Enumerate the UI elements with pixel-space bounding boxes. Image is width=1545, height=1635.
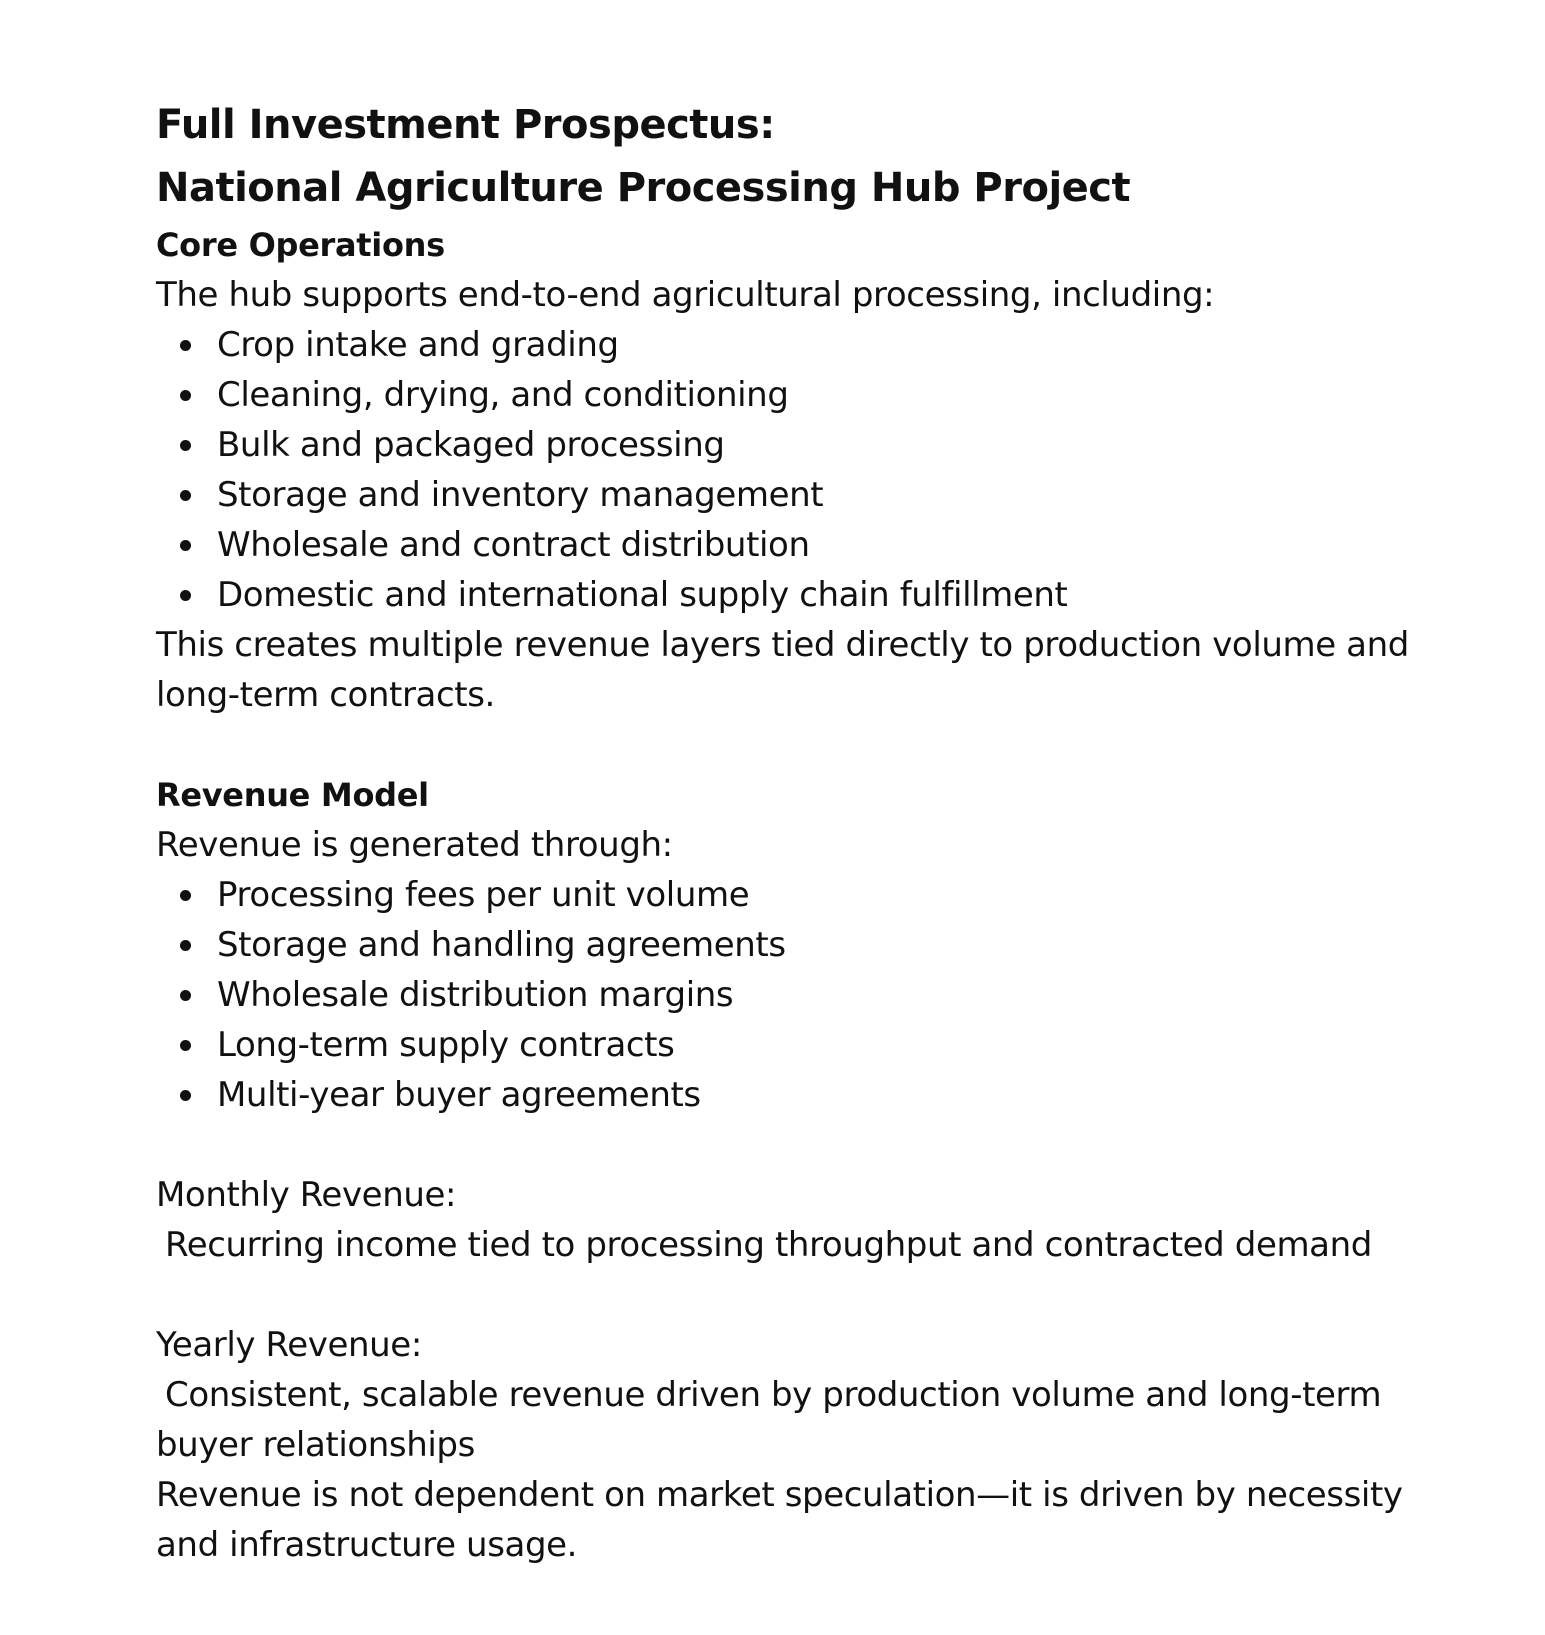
- list-item-text: Wholesale and contract distribution: [217, 525, 810, 565]
- bullet-icon: [180, 890, 191, 901]
- list-item: [156, 920, 1426, 970]
- core-operations-section: [156, 220, 1426, 720]
- list-item: [156, 420, 1426, 470]
- list-item-text: Storage and inventory management: [217, 475, 824, 515]
- section-spacer: [156, 1120, 1426, 1170]
- document-title-line-2: National Agriculture Processing Hub Project: [156, 165, 1131, 211]
- list-item-text: Domestic and international supply chain fulfillment: [217, 575, 1068, 615]
- bullet-icon: [180, 390, 191, 401]
- list-item: [156, 470, 1426, 520]
- bullet-icon: [180, 340, 191, 351]
- bullet-icon: [180, 990, 191, 1001]
- monthly-revenue-text: Recurring income tied to processing throughput and contracted demand: [165, 1225, 1372, 1265]
- list-item: [156, 870, 1426, 920]
- list-item-text: Cleaning, drying, and conditioning: [217, 375, 789, 415]
- list-item: [156, 970, 1426, 1020]
- list-item: [156, 570, 1426, 620]
- list-item-text: Storage and handling agreements: [217, 925, 786, 965]
- core-operations-intro: The hub supports end-to-end agricultural processing, including:: [156, 275, 1215, 315]
- core-operations-list: [156, 320, 1426, 620]
- list-item-text: Crop intake and grading: [217, 325, 619, 365]
- revenue-model-section: [156, 770, 1426, 1120]
- revenue-model-intro: Revenue is generated through:: [156, 825, 673, 865]
- yearly-revenue-note: Revenue is not dependent on market speculation—it is driven by necessity and infrastructure usage.: [156, 1475, 1403, 1565]
- monthly-revenue-label: Monthly Revenue:: [156, 1175, 457, 1215]
- section-spacer: [156, 1270, 1426, 1320]
- bullet-icon: [180, 490, 191, 501]
- bullet-icon: [180, 1040, 191, 1051]
- yearly-revenue-section: [156, 1320, 1426, 1570]
- list-item-text: Multi-year buyer agreements: [217, 1075, 701, 1115]
- list-item-text: Long-term supply contracts: [217, 1025, 675, 1065]
- core-operations-summary: This creates multiple revenue layers tied directly to production volume and long-term contracts.: [156, 625, 1409, 715]
- prospectus-document: [156, 94, 1426, 1570]
- list-item-text: Wholesale distribution margins: [217, 975, 734, 1015]
- bullet-icon: [180, 940, 191, 951]
- list-item: [156, 1020, 1426, 1070]
- yearly-revenue-label: Yearly Revenue:: [156, 1325, 422, 1365]
- document-title-line-1: Full Investment Prospectus:: [156, 102, 775, 148]
- bullet-icon: [180, 540, 191, 551]
- list-item-text: Processing fees per unit volume: [217, 875, 750, 915]
- monthly-revenue-section: [156, 1170, 1426, 1270]
- list-item: [156, 520, 1426, 570]
- bullet-icon: [180, 590, 191, 601]
- section-spacer: [156, 720, 1426, 770]
- bullet-icon: [180, 440, 191, 451]
- revenue-model-list: [156, 870, 1426, 1120]
- yearly-revenue-text: Consistent, scalable revenue driven by production volume and long-term buyer relationships: [156, 1375, 1382, 1465]
- list-item-text: Bulk and packaged processing: [217, 425, 725, 465]
- list-item: [156, 1070, 1426, 1120]
- revenue-model-heading: Revenue Model: [156, 776, 429, 814]
- list-item: [156, 370, 1426, 420]
- bullet-icon: [180, 1090, 191, 1101]
- core-operations-heading: Core Operations: [156, 226, 445, 264]
- list-item: [156, 320, 1426, 370]
